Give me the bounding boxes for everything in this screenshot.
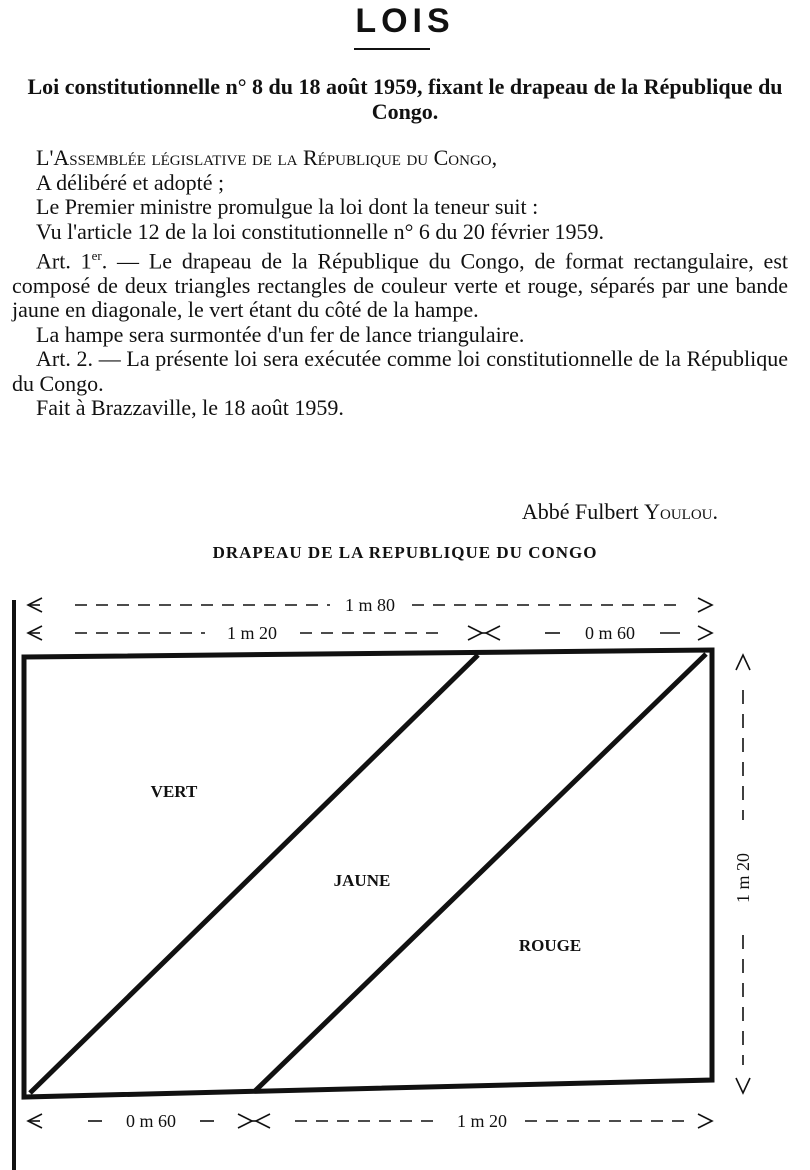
band-line-right (255, 654, 706, 1091)
article-1-label: Art. 1 (36, 248, 92, 274)
region-green-label: VERT (150, 782, 198, 801)
signature-name: Abbé Fulbert (521, 499, 645, 524)
paragraph-adopted: A délibéré et adopté ; (36, 169, 225, 195)
paragraph-promulgates: Le Premier ministre promulgue la loi dont la teneur suit : (36, 194, 539, 219)
dim-top-left-label: 1 m 20 (226, 623, 278, 643)
dim-top-split (28, 623, 712, 643)
article-1-superscript: er (91, 248, 102, 263)
dim-bottom-left-label: 0 m 60 (125, 1111, 177, 1131)
paragraph-done: Fait à Brazzaville, le 18 août 1959. (36, 395, 344, 421)
law-title: Loi constitutionnelle n° 8 du 18 août 1959, fixant le drapeau de la République du Congo. (27, 74, 783, 124)
paragraph-hampe: La hampe sera surmontée d'un fer de lance triangulaire. (36, 321, 525, 347)
paragraph-considering: Vu l'article 12 de la loi constitutionnelle n° 6 du 20 février 1959. (36, 218, 605, 244)
figure-title: DRAPEAU DE LA REPUBLIQUE DU CONGO (212, 543, 598, 562)
dim-bottom-split (28, 1111, 712, 1131)
dim-top-total (28, 595, 712, 615)
article-1-text: . — Le drapeau de la République du Congo, de format rectangulaire, est composé de deux triangles rectangles de couleur verte et rouge, séparés par une bande jaune en diagonale, le vert étant du côté de la hampe. (12, 248, 788, 323)
dim-bottom-right-label: 1 m 20 (456, 1111, 508, 1131)
section-heading: LOIS (355, 2, 455, 40)
dim-top-right-label: 0 m 60 (584, 623, 636, 643)
dim-top-total-label: 1 m 80 (344, 595, 396, 615)
region-yellow-label: JAUNE (333, 871, 391, 890)
assembly-text: L'Assemblée législative de la République du Congo, (36, 145, 498, 170)
dim-height-label: 1 m 20 (733, 852, 753, 904)
signature-surname: Youlou. (644, 499, 718, 524)
dim-height (733, 655, 753, 1093)
paragraph-article-2: Art. 2. — La présente loi sera exécutée comme loi constitutionnelle de la République du Congo. (12, 346, 788, 396)
region-red-label: ROUGE (518, 936, 582, 955)
band-line-left (30, 655, 478, 1093)
